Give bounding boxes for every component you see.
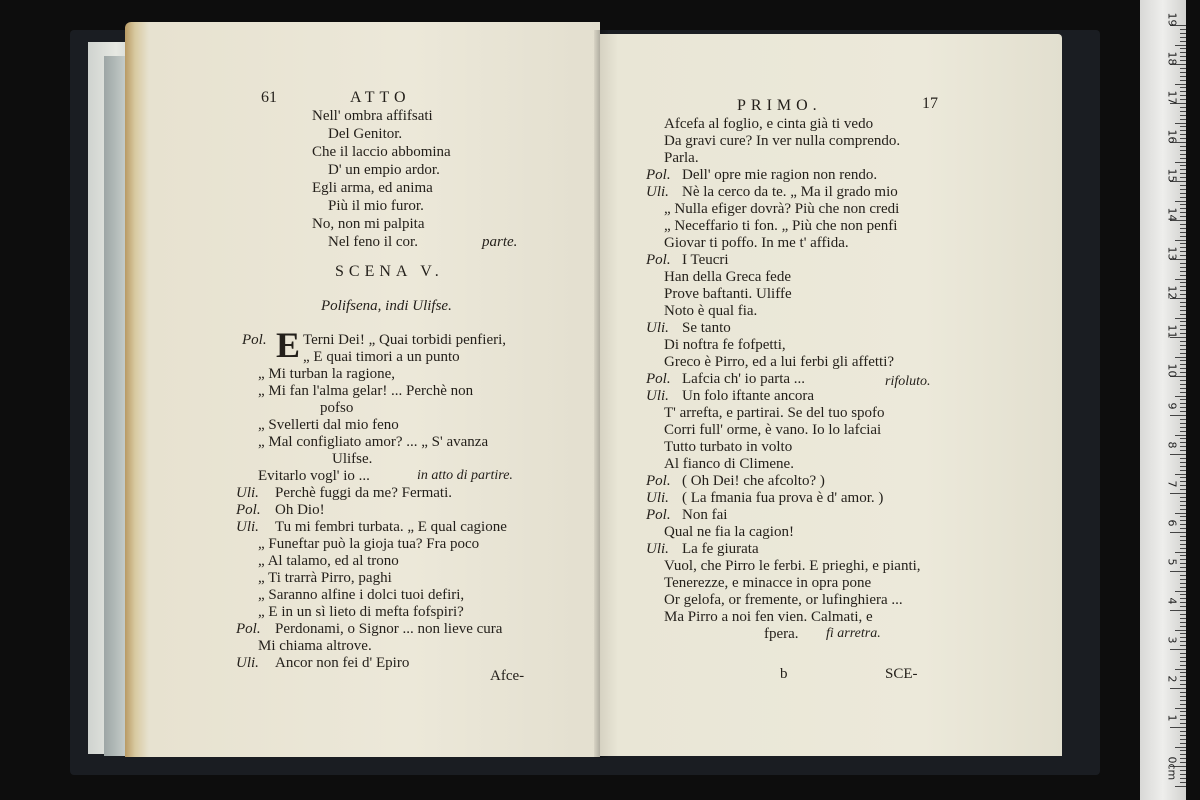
dialogue-line: „ Ti trarrà Pirro, paghi [258,570,392,586]
ruler-tick [1175,474,1186,475]
verse-line: Nel feno il cor. [328,234,418,250]
verse-line: Egli arma, ed anima [312,180,433,196]
dialogue-line: „ Nulla efiger dovrà? Più che non credi [664,201,900,217]
dialogue-line: Nè la cerco da te. „ Ma il grado mio [682,184,898,200]
ruler-tick [1180,185,1186,186]
speaker-label: Pol. [236,621,261,637]
speaker-label: Uli. [236,485,259,501]
ruler-tick [1180,95,1186,96]
ruler-tick [1175,240,1186,241]
dialogue-line: Vuol, che Pirro le ferbi. E prieghi, e pianti, [664,558,921,574]
ruler-number: 14 [1165,207,1179,222]
speaker-label: Pol. [646,371,671,387]
ruler-tick [1180,399,1186,400]
dialogue-line: fpera. [764,626,799,642]
ruler-tick [1180,76,1186,77]
ruler-tick [1180,606,1186,607]
ruler-tick [1180,197,1186,198]
ruler-tick [1180,758,1186,759]
dialogue-line: „ Funeftar può la gioja tua? Fra poco [258,536,480,552]
ruler-tick [1175,630,1186,631]
ruler-tick [1180,99,1186,100]
ruler-tick [1180,56,1186,57]
ruler-tick [1180,626,1186,627]
ruler-tick [1180,392,1186,393]
ruler-tick [1180,310,1186,311]
ruler-tick [1180,314,1186,315]
ruler-tick [1175,435,1186,436]
ruler-tick [1180,622,1186,623]
ruler-tick [1175,786,1186,787]
ruler-tick [1180,169,1186,170]
dialogue-line: Or gelofa, or fremente, or lufinghiera ... [664,592,903,608]
ruler-tick [1180,528,1186,529]
ruler-tick [1180,524,1186,525]
ruler-tick [1180,349,1186,350]
ruler-tick [1180,60,1186,61]
dialogue-line: Tu mi fembri turbata. „ E qual cagione [275,519,507,535]
speaker-label: Pol. [646,167,671,183]
dialogue-line: „ Neceffario ti fon. „ Più che non penfi [664,218,898,234]
ruler-tick [1180,52,1186,53]
ruler-tick [1180,173,1186,174]
ruler-tick [1180,236,1186,237]
ruler-tick [1180,774,1186,775]
ruler-tick [1175,318,1186,319]
speaker-label: Uli. [236,655,259,671]
ruler-tick [1180,723,1186,724]
speaker-label: Pol. [646,252,671,268]
ruler-number: 8 [1165,441,1179,449]
ruler-tick [1180,403,1186,404]
ruler-tick [1180,126,1186,127]
ruler-tick [1180,509,1186,510]
dialogue-line: Perdonami, o Signor ... non lieve cura [275,621,503,637]
dialogue-line: I Teucri [682,252,729,268]
ruler-tick [1180,345,1186,346]
dialogue-line: „ E quai timori a un punto [303,349,460,365]
dialogue-line: Corri full' orme, è vano. Io lo lafciai [664,422,882,438]
ruler-tick [1180,388,1186,389]
dialogue-line: „ Saranno alfine i dolci tuoi defiri, [258,587,465,603]
ruler-tick [1180,341,1186,342]
dialogue-line: Qual ne fia la cagion! [664,524,794,540]
dialogue-line: Prove baftanti. Uliffe [664,286,792,302]
ruler-tick [1180,719,1186,720]
dialogue-line: Da gravi cure? In ver nulla comprendo. [664,133,901,149]
scene-heading: SCENA V. [335,263,444,280]
ruler-tick [1180,462,1186,463]
ruler-tick [1180,731,1186,732]
ruler-tick [1180,48,1186,49]
ruler-tick [1180,735,1186,736]
dialogue-line: Han della Greca fede [664,269,792,285]
ruler-tick [1180,645,1186,646]
dialogue-line: Giovar ti poffo. In me t' affida. [664,235,849,251]
stage-direction: rifoluto. [885,374,931,389]
dialogue-line: Ma Pirro a noi fen vien. Calmati, e [664,609,873,625]
ruler-tick [1180,286,1186,287]
ruler-tick [1180,263,1186,264]
ruler-tick [1180,243,1186,244]
ruler-tick [1180,563,1186,564]
ruler-tick [1180,271,1186,272]
dialogue-line: „ Mi fan l'alma gelar! ... Perchè non [258,383,474,399]
ruler-tick [1180,353,1186,354]
ruler-number: 3 [1165,636,1179,644]
ruler-tick [1180,255,1186,256]
dialogue-line: „ Al talamo, ed al trono [258,553,399,569]
ruler-number: 6 [1165,519,1179,527]
ruler-tick [1180,111,1186,112]
dialogue-line: Tutto turbato in volto [664,439,793,455]
ruler-tick [1175,279,1186,280]
ruler-tick [1180,177,1186,178]
ruler-tick [1175,357,1186,358]
stage-direction: fi arretra. [826,626,881,641]
verse-line: Più il mio furor. [328,198,424,214]
ruler-tick [1180,333,1186,334]
ruler-tick [1180,208,1186,209]
ruler-tick [1180,739,1186,740]
ruler-tick [1180,450,1186,451]
ruler-tick [1180,684,1186,685]
dialogue-line: Parla. [664,150,699,166]
ruler-tick [1180,294,1186,295]
ruler-tick [1180,641,1186,642]
ruler-tick [1180,782,1186,783]
ruler-number: 5 [1165,558,1179,566]
ruler-tick [1180,567,1186,568]
ruler-number: 13 [1165,246,1179,261]
ruler-tick [1180,154,1186,155]
ruler-tick [1180,778,1186,779]
ruler-tick [1180,680,1186,681]
ruler-tick [1180,228,1186,229]
speaker-label: Pol. [242,332,267,348]
dialogue-line: „ Mi turban la ragione, [258,366,396,382]
ruler-tick [1180,661,1186,662]
ruler-number: 10 [1165,363,1179,378]
verse-line: D' un empio ardor. [328,162,440,178]
ruler-tick [1180,700,1186,701]
ruler-tick [1180,501,1186,502]
ruler-tick [1180,559,1186,560]
dialogue-line: Se tanto [682,320,731,336]
ruler-tick [1180,594,1186,595]
ruler-tick [1180,87,1186,88]
ruler-tick [1180,598,1186,599]
verse-line: Nell' ombra affifsati [312,108,433,124]
dialogue-line: ( Oh Dei! che afcolto? ) [682,473,825,489]
ruler-tick [1180,754,1186,755]
ruler-tick [1180,633,1186,634]
ruler-tick [1180,555,1186,556]
ruler-tick [1180,470,1186,471]
ruler-number: 17 [1165,90,1179,105]
ruler-tick [1175,708,1186,709]
left-page-number: 61 [261,89,277,106]
dialogue-line: Di noftra fe fofpetti, [664,337,786,353]
dialogue-line: Non fai [682,507,728,523]
ruler-tick [1180,138,1186,139]
ruler-tick [1180,442,1186,443]
ruler-tick [1180,247,1186,248]
ruler-tick [1180,80,1186,81]
dialogue-line: Oh Dio! [275,502,325,518]
right-page [600,34,1062,756]
ruler-tick [1180,364,1186,365]
ruler-tick [1180,212,1186,213]
ruler-tick [1180,419,1186,420]
dialogue-line: T' arrefta, e partirai. Se del tuo spofo [664,405,885,421]
ruler-tick [1180,602,1186,603]
ruler-tick [1180,583,1186,584]
ruler-tick [1180,540,1186,541]
dialogue-line: Greco è Pirro, ed a lui ferbi gli affetti? [664,354,895,370]
ruler-tick [1180,232,1186,233]
stage-direction: in atto di partire. [417,468,513,483]
ruler-tick [1180,466,1186,467]
dialogue-line: Mi chiama altrove. [258,638,372,654]
ruler-tick [1180,423,1186,424]
ruler-tick [1180,696,1186,697]
verse-line: Che il laccio abbomina [312,144,451,160]
ruler-tick [1180,770,1186,771]
ruler-tick [1180,544,1186,545]
ruler-tick [1180,115,1186,116]
ruler-tick [1180,692,1186,693]
ruler-tick [1180,251,1186,252]
ruler-tick [1180,446,1186,447]
ruler-tick [1175,123,1186,124]
ruler-number: 12 [1165,285,1179,300]
ruler-tick [1180,360,1186,361]
ruler-tick [1180,505,1186,506]
ruler-tick [1175,747,1186,748]
ruler-tick [1180,665,1186,666]
left-page [125,22,600,757]
ruler-number: 18 [1165,51,1179,66]
ruler-tick [1180,762,1186,763]
ruler-tick [1180,290,1186,291]
stage-direction-exit: parte. [482,234,518,250]
ruler-number: 2 [1165,675,1179,683]
speaker-label: Uli. [646,320,669,336]
ruler-tick [1180,150,1186,151]
ruler-number: 1 [1165,714,1179,722]
dialogue-line: Noto è qual fia. [664,303,758,319]
left-running-header: ATTO [350,89,411,106]
dialogue-line: Un folo iftante ancora [682,388,815,404]
ruler-tick [1180,193,1186,194]
ruler-tick [1180,653,1186,654]
ruler-tick [1180,275,1186,276]
speaker-label: Pol. [236,502,261,518]
speaker-label: Uli. [236,519,259,535]
ruler-tick [1180,743,1186,744]
ruler-number: 0cm [1165,756,1179,781]
ruler-tick [1180,458,1186,459]
drop-cap: E [276,325,301,365]
ruler-tick [1180,302,1186,303]
ruler-tick [1180,497,1186,498]
ruler-tick [1180,380,1186,381]
dialogue-line: Ulifse. [332,451,373,467]
ruler-number: 16 [1165,129,1179,144]
ruler-tick [1180,587,1186,588]
ruler-tick [1180,579,1186,580]
ruler-tick [1180,676,1186,677]
ruler-tick [1180,516,1186,517]
ruler-tick [1180,485,1186,486]
ruler-tick [1180,204,1186,205]
ruler-tick [1180,130,1186,131]
ruler-tick [1180,575,1186,576]
right-running-header: PRIMO. [737,97,822,114]
ruler-tick [1180,41,1186,42]
dialogue-line: Al fianco di Climene. [664,456,794,472]
ruler-tick [1180,411,1186,412]
dialogue-line: Perchè fuggi da me? Fermati. [275,485,453,501]
ruler-tick [1180,37,1186,38]
measuring-ruler [1140,0,1186,800]
ruler-number: 15 [1165,168,1179,183]
speaker-label: Uli. [646,184,669,200]
ruler-tick [1180,477,1186,478]
ruler-tick [1180,618,1186,619]
dialogue-line: „ Svellerti dal mio feno [258,417,399,433]
dialogue-line: ( La fmania fua prova è d' amor. ) [682,490,884,506]
ruler-tick [1175,84,1186,85]
ruler-tick [1180,91,1186,92]
ruler-tick [1180,637,1186,638]
ruler-tick [1180,711,1186,712]
dialogue-line: Tenerezze, e minacce in opra pone [664,575,872,591]
ruler-tick [1180,329,1186,330]
ruler-tick [1180,267,1186,268]
ruler-tick [1180,704,1186,705]
speaker-label: Pol. [646,473,671,489]
verse-line: No, non mi palpita [312,216,425,232]
ruler-tick [1180,548,1186,549]
ruler-tick [1175,45,1186,46]
ruler-tick [1175,591,1186,592]
ruler-tick [1180,282,1186,283]
ruler-tick [1180,134,1186,135]
dialogue-line: La fe giurata [682,541,759,557]
ruler-tick [1180,431,1186,432]
ruler-tick [1180,536,1186,537]
dialogue-line: Terni Dei! „ Quai torbidi penfieri, [303,332,507,348]
ruler-tick [1175,396,1186,397]
ruler-tick [1180,427,1186,428]
dialogue-line: Evitarlo vogl' io ... [258,468,370,484]
ruler-tick [1175,669,1186,670]
scene-characters: Polifsena, indi Ulifse. [321,298,452,314]
ruler-number: 11 [1165,324,1179,339]
ruler-tick [1180,189,1186,190]
speaker-label: Uli. [646,388,669,404]
catchword: SCE- [885,666,918,682]
ruler-tick [1180,29,1186,30]
ruler-tick [1180,481,1186,482]
ruler-tick [1180,489,1186,490]
dialogue-line: Ancor non fei d' Epiro [275,655,410,671]
ruler-tick [1180,68,1186,69]
dialogue-line: Afcefa al foglio, e cinta già ti vedo [664,116,874,132]
speaker-label: Uli. [646,541,669,557]
dialogue-line: Dell' opre mie ragion non rendo. [682,167,878,183]
verse-line: Del Genitor. [328,126,403,142]
ruler-tick [1180,407,1186,408]
ruler-number: 7 [1165,480,1179,488]
ruler-number: 9 [1165,402,1179,410]
ruler-tick [1180,325,1186,326]
ruler-number: 19 [1165,12,1179,27]
ruler-tick [1180,368,1186,369]
ruler-tick [1180,715,1186,716]
ruler-tick [1180,520,1186,521]
dialogue-line: Lafcia ch' io parta ... [682,371,806,387]
ruler-tick [1180,216,1186,217]
ruler-tick [1180,72,1186,73]
ruler-tick [1180,657,1186,658]
ruler-tick [1175,513,1186,514]
ruler-number: 4 [1165,597,1179,605]
right-page-number: 17 [922,95,938,112]
ruler-tick [1180,306,1186,307]
ruler-tick [1180,146,1186,147]
signature-mark: b [780,666,788,682]
speaker-label: Uli. [646,490,669,506]
ruler-tick [1175,201,1186,202]
catchword: Afce- [490,668,525,684]
dialogue-line: pofso [320,400,354,416]
ruler-tick [1175,162,1186,163]
ruler-tick [1180,438,1186,439]
dialogue-line: „ Mal configliato amor? ... „ S' avanza [258,434,489,450]
ruler-tick [1180,672,1186,673]
ruler-tick [1175,552,1186,553]
ruler-tick [1180,33,1186,34]
ruler-tick [1180,384,1186,385]
ruler-tick [1180,158,1186,159]
dialogue-line: „ E in un sì lieto di mefta fofspiri? [258,604,464,620]
ruler-tick [1180,165,1186,166]
speaker-label: Pol. [646,507,671,523]
ruler-tick [1180,224,1186,225]
ruler-tick [1180,321,1186,322]
ruler-tick [1180,372,1186,373]
ruler-tick [1180,119,1186,120]
ruler-tick [1180,750,1186,751]
ruler-tick [1180,614,1186,615]
ruler-tick [1180,107,1186,108]
